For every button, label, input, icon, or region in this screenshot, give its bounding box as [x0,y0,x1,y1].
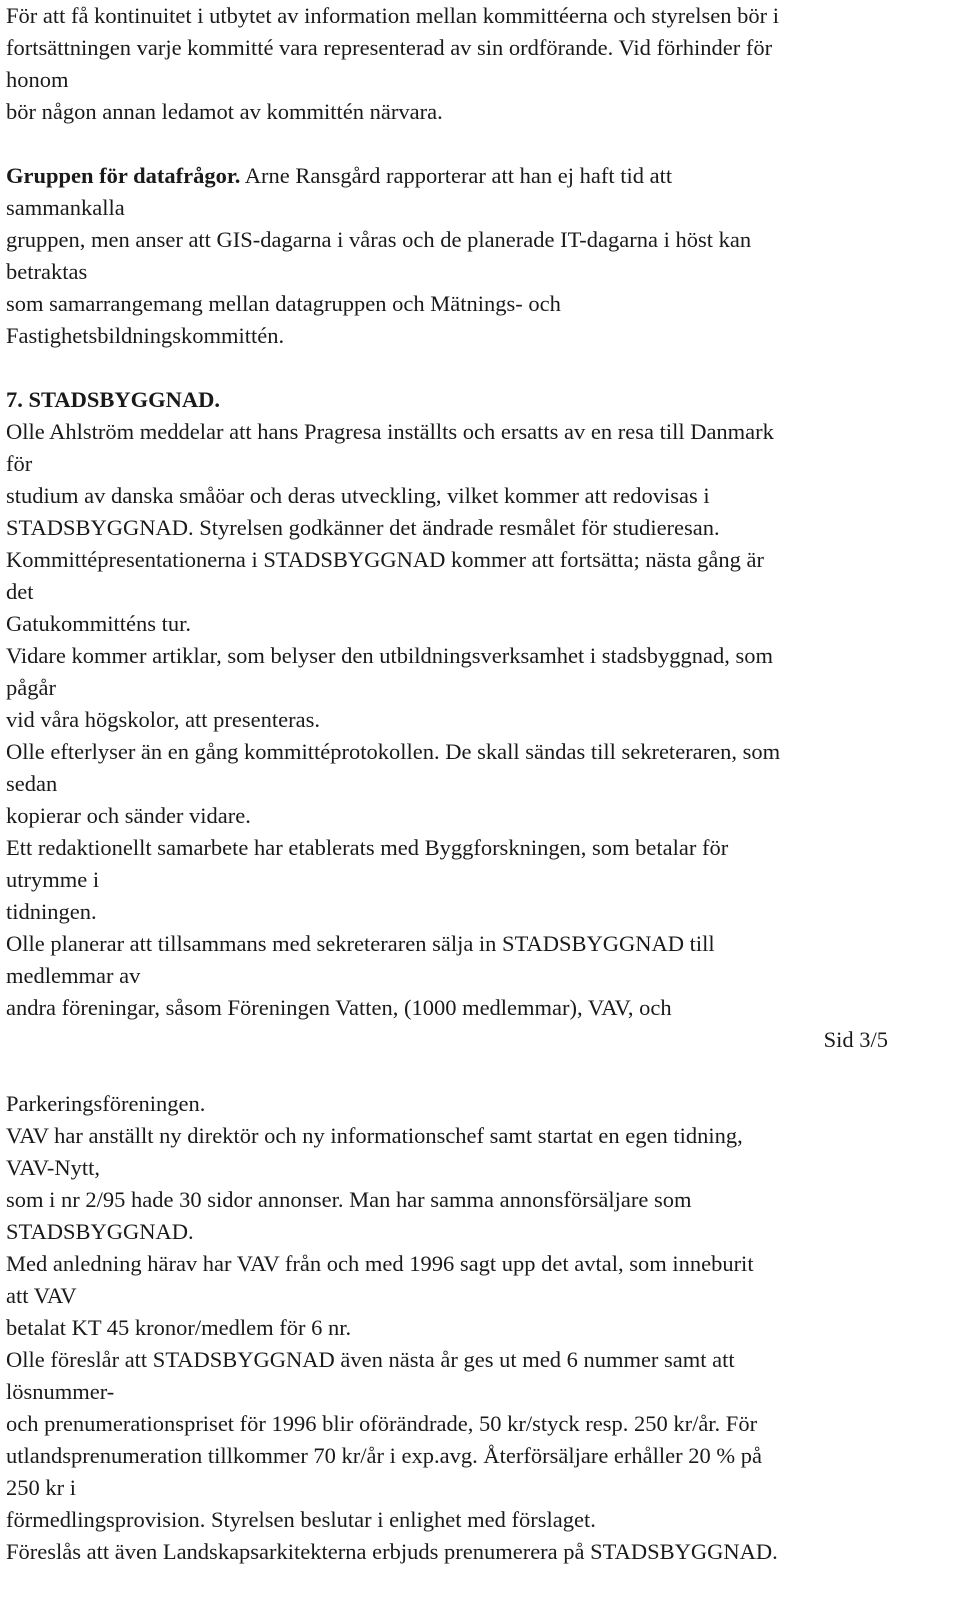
paragraph-gap [6,128,954,160]
text-line: utrymme i [6,867,100,892]
text-line: utlandsprenumeration tillkommer 70 kr/år i exp.avg. Återförsäljare erhåller 20 % på [6,1443,762,1468]
text-line [6,160,954,192]
text-line: sedan [6,771,58,796]
text-line: VAV har anställt ny direktör och ny informationschef samt startat en egen tidning, [6,1123,743,1148]
text-line: som samarrangemang mellan datagruppen och Mätnings- och [6,291,561,316]
text-line: Med anledning härav har VAV från och med 1996 sagt upp det avtal, som inneburit [6,1251,754,1276]
text-line: det [6,579,34,604]
text-line: medlemmar av [6,963,141,988]
text-line: pågår [6,675,56,700]
text-line: Fastighetsbildningskommittén. [6,323,285,348]
text-line: betalat KT 45 kronor/medlem för 6 nr. [6,1315,352,1340]
section-stadsbyggnad [6,384,954,1024]
text-line: Olle efterlyser än en gång kommittéprotokollen. De skall sändas till sekreteraren, som [6,739,781,764]
text-line: gruppen, men anser att GIS-dagarna i våras och de planerade IT-dagarna i höst kan [6,227,752,252]
text-line: Olle Ahlström meddelar att hans Pragresa inställts och ersatts av en resa till Danmark [6,419,774,444]
text-line: fortsättningen varje kommitté vara representerad av sin ordförande. Vid förhinder för [6,35,773,60]
text-line: betraktas [6,259,88,284]
text-line: Parkeringsföreningen. [6,1091,206,1116]
document-page [6,0,954,1568]
text-line: Olle planerar att tillsammans med sekreteraren sälja in STADSBYGGNAD till [6,931,715,956]
text-line: VAV-Nytt, [6,1155,100,1180]
text-line: tidningen. [6,899,97,924]
text-line: Ett redaktionellt samarbete har etablerats med Byggforskningen, som betalar för [6,835,729,860]
text-line: Olle föreslår att STADSBYGGNAD även nästa år ges ut med 6 nummer samt att [6,1347,735,1372]
text-line: andra föreningar, såsom Föreningen Vatten, (1000 medlemmar), VAV, och [6,995,672,1020]
text-line: och prenumerationspriset för 1996 blir oförändrade, 50 kr/styck resp. 250 kr/år. För [6,1411,758,1436]
text-line: honom [6,67,69,92]
text-line: som i nr 2/95 hade 30 sidor annonser. Man har samma annonsförsäljare som [6,1187,692,1212]
text-line: att VAV [6,1283,77,1308]
text-line: bör någon annan ledamot av kommittén närvara. [6,99,443,124]
text-line: förmedlingsprovision. Styrelsen beslutar i enlighet med förslaget. [6,1507,596,1532]
text-line: vid våra högskolor, att presenteras. [6,707,321,732]
text-line: för [6,451,33,476]
page-break-gap [6,1056,954,1088]
committee-paragraph [6,0,954,128]
text-line: kopierar och sänder vidare. [6,803,251,828]
text-line: Gatukommitténs tur. [6,611,191,636]
text-line: studium av danska småöar och deras utveckling, vilket kommer att redovisas i [6,483,710,508]
data-group-first-line: Arne Ransgård rapporterar att han ej haft tid att [240,163,673,188]
page-number: Sid 3/5 [823,1027,888,1052]
text-line: STADSBYGGNAD. [6,1219,194,1244]
text-line: sammankalla [6,195,125,220]
paragraph-gap [6,352,954,384]
text-line: lösnummer- [6,1379,115,1404]
continuation-paragraph [6,1088,954,1568]
text-line: STADSBYGGNAD. Styrelsen godkänner det ändrade resmålet för studieresan. [6,515,720,540]
data-group-paragraph [6,160,954,352]
section-heading: 7. STADSBYGGNAD. [6,387,220,412]
text-line: Kommittépresentationerna i STADSBYGGNAD kommer att fortsätta; nästa gång är [6,547,765,572]
text-line: Vidare kommer artiklar, som belyser den utbildningsverksamhet i stadsbyggnad, som [6,643,773,668]
text-line: Föreslås att även Landskapsarkitekterna erbjuds prenumerera på STADSBYGGNAD. [6,1539,778,1564]
data-group-heading: Gruppen för datafrågor. [6,163,241,188]
text-line: För att få kontinuitet i utbytet av information mellan kommittéerna och styrelsen bör i [6,3,779,28]
text-line: 250 kr i [6,1475,76,1500]
